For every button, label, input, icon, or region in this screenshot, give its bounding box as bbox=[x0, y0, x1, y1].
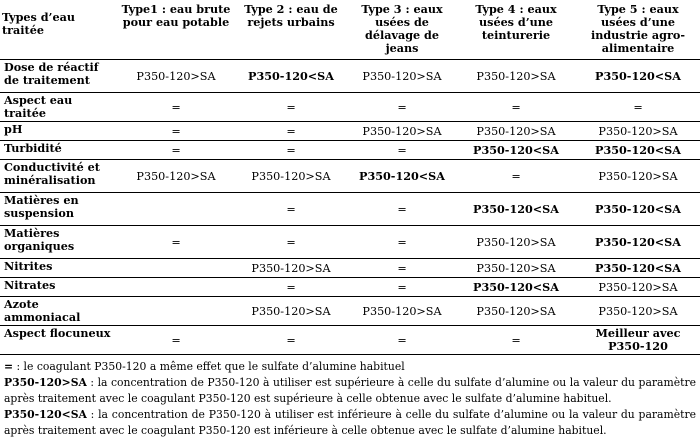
table-cell bbox=[118, 297, 234, 326]
table-cell: P350-120>SA bbox=[234, 160, 348, 193]
table-cell bbox=[118, 259, 234, 278]
table-cell: = bbox=[234, 141, 348, 160]
row-label: pH bbox=[0, 122, 118, 141]
legend-equal-symbol: = bbox=[4, 360, 14, 373]
header-type-3: Type 3 : eaux usées de délavage de jeans bbox=[348, 0, 456, 60]
row-label: Turbidité bbox=[0, 141, 118, 160]
table-cell: = bbox=[348, 93, 456, 122]
table-row bbox=[0, 278, 700, 297]
table-cell: = bbox=[118, 141, 234, 160]
table-cell: = bbox=[348, 326, 456, 355]
table-row bbox=[0, 122, 700, 141]
header-row bbox=[0, 0, 700, 60]
row-label: Azote ammoniacal bbox=[0, 297, 118, 326]
legend bbox=[0, 355, 700, 439]
legend-greater bbox=[4, 375, 696, 407]
table-cell: P350-120>SA bbox=[576, 122, 700, 141]
table-row bbox=[0, 60, 700, 93]
row-label: Matières organiques bbox=[0, 226, 118, 259]
table-cell: P350-120>SA bbox=[456, 297, 576, 326]
row-label: Conductivité et minéralisation bbox=[0, 160, 118, 193]
table-cell: P350-120>SA bbox=[118, 160, 234, 193]
table-cell: = bbox=[234, 193, 348, 226]
table-cell: P350-120<SA bbox=[456, 193, 576, 226]
table-cell: P350-120>SA bbox=[456, 122, 576, 141]
table-body bbox=[0, 60, 700, 355]
header-water-type: Types d’eau traitée bbox=[0, 0, 118, 60]
table-cell: = bbox=[234, 278, 348, 297]
legend-equal-text: : le coagulant P350-120 a même effet que le sulfate d’alumine habituel bbox=[13, 360, 405, 373]
table-cell: = bbox=[118, 326, 234, 355]
table-row bbox=[0, 193, 700, 226]
row-label: Matières en suspension bbox=[0, 193, 118, 226]
table-cell: P350-120<SA bbox=[456, 278, 576, 297]
table-cell: = bbox=[118, 122, 234, 141]
table-row bbox=[0, 141, 700, 160]
table-cell: = bbox=[118, 93, 234, 122]
table-cell: P350-120<SA bbox=[456, 141, 576, 160]
table-cell: P350-120>SA bbox=[576, 160, 700, 193]
table-cell: P350-120>SA bbox=[456, 226, 576, 259]
table-cell: = bbox=[348, 259, 456, 278]
table-cell: P350-120<SA bbox=[234, 60, 348, 93]
legend-equal bbox=[4, 359, 696, 375]
table-cell: = bbox=[234, 122, 348, 141]
table-cell: = bbox=[456, 326, 576, 355]
table-cell: P350-120<SA bbox=[576, 259, 700, 278]
table-cell bbox=[118, 193, 234, 226]
table-cell: = bbox=[348, 141, 456, 160]
table-cell: P350-120>SA bbox=[348, 297, 456, 326]
table-cell: = bbox=[234, 226, 348, 259]
table-cell: = bbox=[234, 93, 348, 122]
table-row bbox=[0, 326, 700, 355]
table-row bbox=[0, 297, 700, 326]
table-cell: P350-120>SA bbox=[456, 259, 576, 278]
table-cell: P350-120<SA bbox=[576, 226, 700, 259]
table-cell: P350-120<SA bbox=[576, 193, 700, 226]
header-type-2: Type 2 : eau de rejets urbains bbox=[234, 0, 348, 60]
table-cell: = bbox=[576, 93, 700, 122]
row-label: Nitrates bbox=[0, 278, 118, 297]
header-type-5: Type 5 : eaux usées d’une industrie agro-alimentaire bbox=[576, 0, 700, 60]
table-cell: P350-120>SA bbox=[456, 60, 576, 93]
table-row bbox=[0, 259, 700, 278]
table-cell: P350-120<SA bbox=[576, 60, 700, 93]
table-row bbox=[0, 226, 700, 259]
table-cell: P350-120>SA bbox=[234, 259, 348, 278]
legend-greater-text: : la concentration de P350-120 à utiliser est supérieure à celle du sulfate d’alumine ou la valeur du paramètre après traitement avec le coagulant P350-120 est supérieure à celle obtenue avec le sulfate d’alumine habituel. bbox=[4, 376, 696, 405]
row-label: Aspect eau traitée bbox=[0, 93, 118, 122]
row-label: Aspect flocuneux bbox=[0, 326, 118, 355]
table-cell: P350-120>SA bbox=[576, 297, 700, 326]
table-cell: = bbox=[456, 93, 576, 122]
table-cell: P350-120>SA bbox=[348, 122, 456, 141]
table-cell: = bbox=[348, 278, 456, 297]
table-row bbox=[0, 160, 700, 193]
table-cell: P350-120<SA bbox=[576, 141, 700, 160]
table-cell bbox=[118, 278, 234, 297]
table-cell: P350-120<SA bbox=[348, 160, 456, 193]
header-type-4: Type 4 : eaux usées d’une teinturerie bbox=[456, 0, 576, 60]
legend-greater-symbol: P350-120>SA bbox=[4, 376, 87, 389]
table-cell: = bbox=[456, 160, 576, 193]
legend-less-text: : la concentration de P350-120 à utiliser est inférieure à celle du sulfate d’alumine ou la valeur du paramètre après traitement avec le coagulant P350-120 est inférieure à celle obtenue avec le sulfate d’alumine habituel. bbox=[4, 408, 696, 437]
table-cell: = bbox=[348, 193, 456, 226]
table-cell: = bbox=[118, 226, 234, 259]
header-type-1: Type1 : eau brute pour eau potable bbox=[118, 0, 234, 60]
table-cell: = bbox=[234, 326, 348, 355]
table-cell: P350-120>SA bbox=[348, 60, 456, 93]
table-cell: Meilleur avec P350-120 bbox=[576, 326, 700, 355]
table-cell: P350-120>SA bbox=[576, 278, 700, 297]
table-cell: P350-120>SA bbox=[234, 297, 348, 326]
table-cell: = bbox=[348, 226, 456, 259]
row-label: Nitrites bbox=[0, 259, 118, 278]
table-row bbox=[0, 93, 700, 122]
table-cell: P350-120>SA bbox=[118, 60, 234, 93]
legend-less bbox=[4, 407, 696, 439]
legend-less-symbol: P350-120<SA bbox=[4, 408, 87, 421]
row-label: Dose de réactif de traitement bbox=[0, 60, 118, 93]
